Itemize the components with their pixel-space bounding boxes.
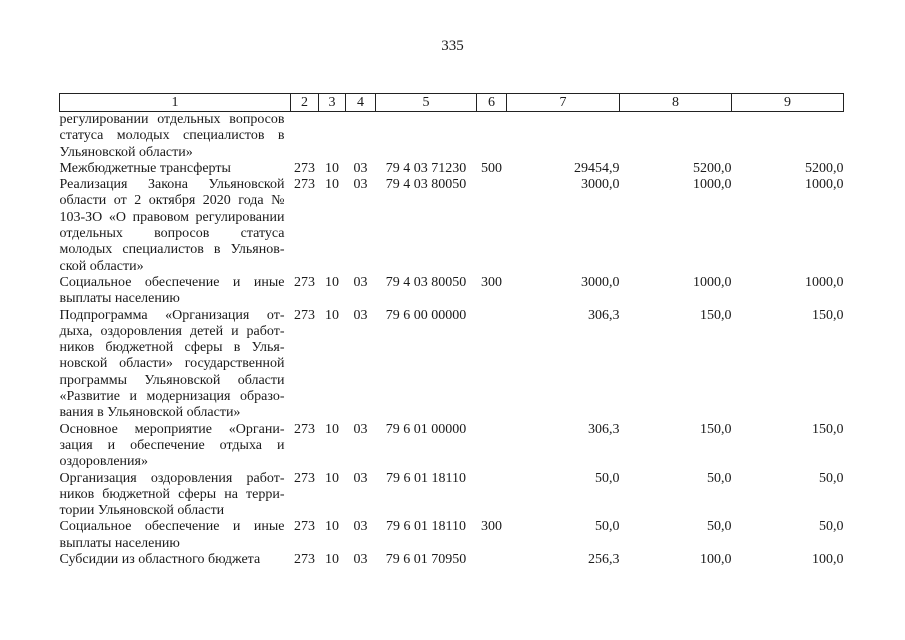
- row-amount-year3: 150,0: [812, 421, 844, 437]
- row-amount-year2: [620, 112, 732, 161]
- row-code-ministry: 273: [294, 177, 315, 193]
- header-col-6: 6: [477, 94, 507, 112]
- page-number: 335: [441, 38, 464, 54]
- row-code-expense-type: [477, 552, 507, 568]
- row-amount-year1: 306,3: [588, 421, 620, 437]
- row-amount-year3: 1000,0: [805, 274, 844, 290]
- row-amount-year2: 1000,0: [693, 274, 732, 290]
- row-amount-year1: 50,0: [595, 470, 620, 486]
- row-code-expense-type: 300: [481, 519, 502, 535]
- row-name: Социальное обеспечение и иные выплаты населению: [59, 519, 285, 551]
- row-amount-year3: 50,0: [819, 470, 844, 486]
- row-code-ministry: 273: [294, 519, 315, 535]
- row-code-target: 79 4 03 80050: [385, 177, 467, 193]
- row-amount-year3: 100,0: [812, 552, 844, 568]
- row-amount-year1: 306,3: [588, 307, 620, 323]
- row-code-subsection: 03: [353, 160, 368, 176]
- row-code-section: 10: [325, 552, 339, 568]
- row-code-expense-type: [477, 177, 507, 275]
- table-row: [60, 112, 844, 161]
- row-amount-year1: [507, 112, 620, 161]
- table-row: [60, 161, 844, 177]
- row-code-ministry: 273: [294, 470, 315, 486]
- header-col-1: 1: [60, 94, 291, 112]
- budget-table: [59, 93, 844, 568]
- row-code-subsection: [346, 112, 376, 161]
- row-amount-year2: 150,0: [700, 307, 732, 323]
- row-code-subsection: 03: [353, 552, 368, 568]
- row-amount-year3: [732, 112, 844, 161]
- table-row: [60, 308, 844, 422]
- row-code-target: 79 4 03 80050: [385, 274, 467, 290]
- row-code-target: [376, 112, 477, 161]
- row-amount-year2: 150,0: [700, 421, 732, 437]
- row-code-ministry: 273: [294, 160, 315, 176]
- row-code-expense-type: [477, 471, 507, 520]
- row-name: регулировании отдельных вопросов статуса молодых специалистов в Ульяновской области»: [59, 112, 285, 160]
- row-code-ministry: 273: [294, 552, 315, 568]
- row-code-ministry: 273: [294, 421, 315, 437]
- row-code-section: 10: [325, 160, 339, 176]
- header-col-8: 8: [620, 94, 732, 112]
- row-amount-year3: 5200,0: [805, 160, 844, 176]
- row-code-target: 79 6 01 18110: [386, 519, 466, 535]
- row-code-subsection: 03: [353, 307, 368, 323]
- header-col-4: 4: [346, 94, 376, 112]
- table-row: [60, 422, 844, 471]
- row-amount-year1: 50,0: [595, 519, 620, 535]
- row-amount-year3: 50,0: [819, 519, 844, 535]
- row-code-section: 10: [325, 421, 339, 437]
- row-code-target: 79 6 01 70950: [385, 552, 467, 568]
- row-amount-year2: 50,0: [707, 519, 732, 535]
- row-code-expense-type: 500: [481, 160, 502, 176]
- table-row: [60, 519, 844, 552]
- header-col-7: 7: [507, 94, 620, 112]
- row-code-subsection: 03: [353, 519, 368, 535]
- header-col-3: 3: [319, 94, 346, 112]
- row-amount-year2: 100,0: [700, 552, 732, 568]
- row-code-subsection: 03: [353, 421, 368, 437]
- row-name: Субсидии из областного бюджета: [59, 552, 261, 568]
- row-code-target: 79 4 03 71230: [385, 160, 467, 176]
- row-code-ministry: 273: [294, 274, 315, 290]
- row-code-section: [319, 112, 346, 161]
- row-code-subsection: 03: [353, 177, 368, 193]
- row-name: Межбюджетные трансферты: [59, 160, 231, 176]
- row-code-subsection: 03: [353, 470, 368, 486]
- row-name: Организация оздоровления работников бюджетной сферы на территории Ульяновской области: [59, 470, 285, 519]
- row-name: Основное мероприятие «Организация и обеспечение отдыха и оздоровления»: [59, 421, 285, 470]
- table-row: [60, 552, 844, 568]
- header-col-9: 9: [732, 94, 844, 112]
- row-code-target: 79 6 01 18110: [386, 470, 466, 486]
- row-code-subsection: 03: [353, 274, 368, 290]
- row-code-expense-type: [477, 308, 507, 422]
- row-code-expense-type: [477, 112, 507, 161]
- row-code-expense-type: 300: [481, 274, 502, 290]
- row-amount-year2: 1000,0: [693, 177, 732, 193]
- row-amount-year2: 5200,0: [693, 160, 732, 176]
- table-row: [60, 177, 844, 275]
- table-row: [60, 275, 844, 308]
- header-row: [60, 94, 844, 112]
- row-amount-year3: 150,0: [812, 307, 844, 323]
- row-name: Социальное обеспечение и иные выплаты населению: [59, 274, 285, 307]
- row-amount-year2: 50,0: [707, 470, 732, 486]
- row-code-section: 10: [325, 177, 339, 193]
- row-code-target: 79 6 00 00000: [385, 307, 467, 323]
- header-col-5: 5: [376, 94, 477, 112]
- row-code-section: 10: [325, 519, 339, 535]
- row-code-ministry: [291, 112, 319, 161]
- row-name: Реализация Закона Ульяновской области от 2 октября 2020 года № 103-ЗО «О правовом регулировании отдельных вопросов статуса молодых специалистов в Ульяновской области»: [59, 177, 285, 274]
- row-code-ministry: 273: [294, 307, 315, 323]
- row-code-section: 10: [325, 274, 339, 290]
- row-amount-year3: 1000,0: [805, 177, 844, 193]
- row-code-target: 79 6 01 00000: [385, 421, 467, 437]
- table-row: [60, 471, 844, 520]
- row-code-section: 10: [325, 470, 339, 486]
- header-col-2: 2: [291, 94, 319, 112]
- row-amount-year1: 3000,0: [581, 274, 620, 290]
- row-name: Подпрограмма «Организация отдыха, оздоровления детей и работников бюджетной сферы в Ульяновской области» государственной программы Ульяновской области «Развитие и модернизация образования в Ульяновской области»: [59, 307, 285, 421]
- row-code-section: 10: [325, 307, 339, 323]
- row-amount-year1: 29454,9: [574, 160, 620, 176]
- row-amount-year1: 3000,0: [581, 177, 620, 193]
- row-code-expense-type: [477, 422, 507, 471]
- row-amount-year1: 256,3: [588, 552, 620, 568]
